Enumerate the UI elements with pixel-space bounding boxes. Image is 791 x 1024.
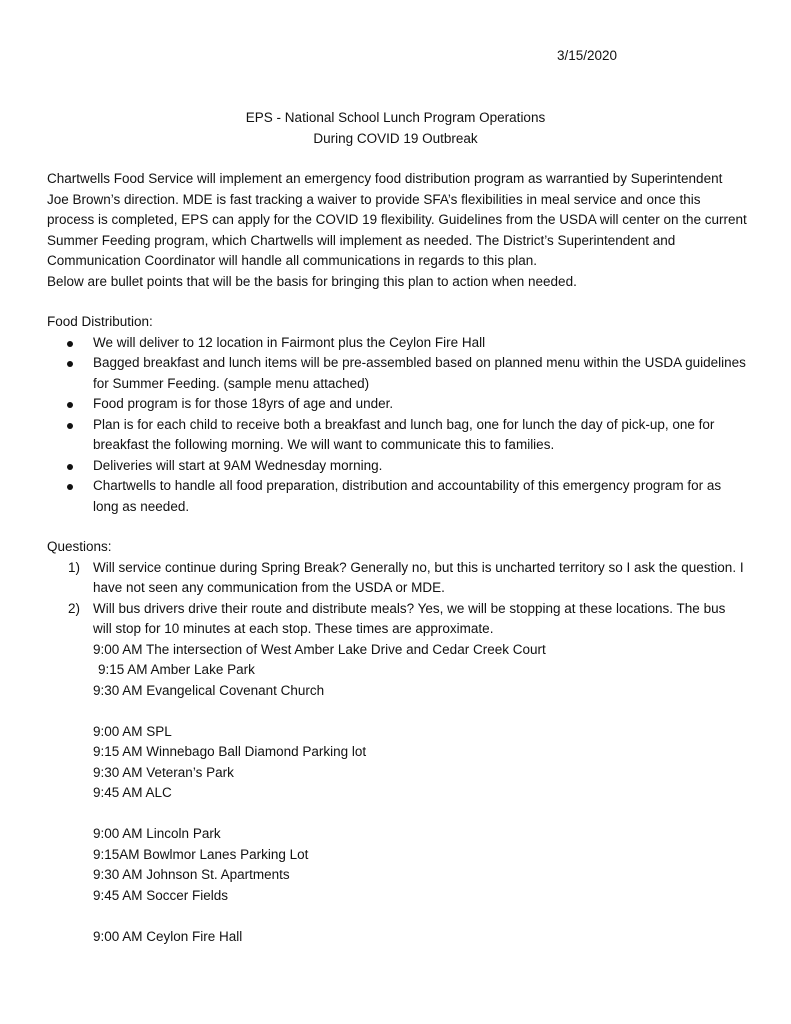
food-distribution-list: [47, 333, 747, 518]
questions-heading: Questions:: [47, 539, 112, 554]
food-distribution-heading: Food Distribution:: [47, 314, 153, 329]
document-date: 3/15/2020: [557, 48, 618, 63]
bullet-icon: [67, 464, 73, 470]
stop-time: 9:45 AM Soccer Fields: [93, 887, 229, 903]
list-item: Deliveries will start at 9AM Wednesday morning.: [47, 456, 747, 477]
stop-time: 9:00 AM Lincoln Park: [93, 826, 221, 841]
stop-time: 9:15 AM Winnebago Ball Diamond Parking lot: [93, 744, 367, 759]
stop-time: 9:45 AM ALC: [93, 785, 172, 800]
questions-list: [47, 558, 747, 640]
bullet-icon: [67, 402, 73, 408]
bus-stop-schedule: [47, 640, 747, 948]
list-item: Food program is for those 18yrs of age and under.: [47, 394, 747, 415]
bullet-icon: [67, 423, 73, 429]
list-item: Bagged breakfast and lunch items will be pre-assembled based on planned menu within the USDA guidelines for Summer Feeding. (sample menu attached): [47, 353, 747, 394]
bullet-icon: [67, 484, 73, 490]
list-item: Plan is for each child to receive both a breakfast and lunch bag, one for lunch the day of pick-up, one for breakfast the following morning. We will want to communicate this to families.: [47, 415, 747, 456]
document-body: [47, 169, 747, 947]
stop-time: 9:00 AM The intersection of West Amber Lake Drive and Cedar Creek Court: [93, 641, 546, 657]
intro-bullet-note: Below are bullet points that will be the basis for bringing this plan to action when needed.: [47, 273, 577, 289]
document-subtitle: During COVID 19 Outbreak: [313, 131, 478, 146]
stop-time: 9:00 AM SPL: [93, 723, 172, 739]
stop-time: 9:00 AM Ceylon Fire Hall: [93, 928, 243, 944]
bullet-icon: [67, 341, 73, 347]
question-number: 1): [68, 559, 81, 575]
question-text: Will bus drivers drive their route and distribute meals? Yes, we will be stopping at these locations. The bus will stop for 10 minutes at each stop. These times are approximate.: [93, 600, 726, 636]
list-item: We will deliver to 12 location in Fairmont plus the Ceylon Fire Hall: [47, 333, 747, 354]
document-title: EPS - National School Lunch Program Operations: [245, 110, 546, 125]
question-text: Will service continue during Spring Break? Generally no, but this is uncharted territory so I ask the question. I have not seen any communication from the USDA or MDE.: [93, 559, 744, 595]
question-item: [47, 558, 747, 599]
stop-time: 9:30 AM Johnson St. Apartments: [93, 867, 290, 882]
stop-time: 9:30 AM Veteran’s Park: [93, 764, 234, 780]
list-item: Chartwells to handle all food preparation, distribution and accountability of this emergency program for as long as needed.: [47, 476, 747, 517]
bullet-icon: [67, 361, 73, 367]
question-item: [47, 599, 747, 640]
question-number: 2): [68, 600, 81, 616]
intro-paragraph: Chartwells Food Service will implement an emergency food distribution program as warrantied by Superintendent Joe Brown’s direction. MDE is fast tracking a waiver to provide SFA’s flexibilities in meal service and once this process is completed, EPS can apply for the COVID 19 flexibility. Guidelines from the USDA will center on the current Summer Feeding program, which Chartwells will implement as needed. The District’s Superintendent and Communication Coordinator will handle all communications in regards to this plan.: [47, 171, 747, 268]
stop-time: 9:30 AM Evangelical Covenant Church: [93, 682, 325, 698]
stop-time: 9:15 AM Amber Lake Park: [98, 662, 255, 677]
stop-time: 9:15AM Bowlmor Lanes Parking Lot: [93, 846, 309, 862]
